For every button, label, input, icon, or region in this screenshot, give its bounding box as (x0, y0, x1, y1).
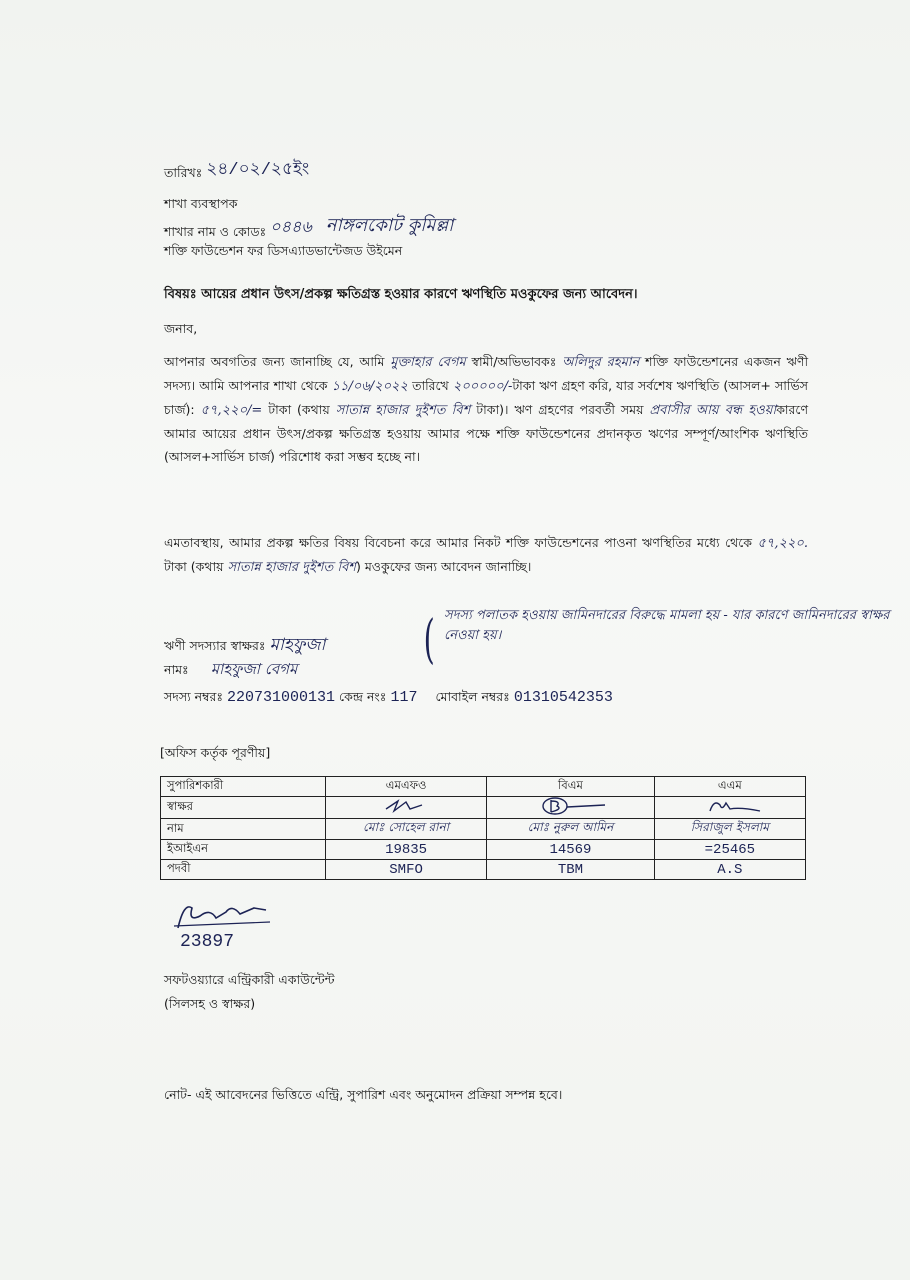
branch-line (164, 215, 454, 243)
reason-field: প্রবাসীর আয় বন্ধ হওয়া (649, 403, 777, 418)
table-header: বিএম (487, 777, 655, 797)
date-line (164, 163, 309, 186)
para2-text: এমতাবস্থায়, আমার প্রকল্প ক্ষতির বিষয় বিবেচনা করে আমার নিকট শক্তি ফাউন্ডেশনের পাওনা ঋণস্থিতির মধ্যে থেকে (164, 535, 753, 550)
table-cell: 14569 (487, 840, 655, 860)
member-signature-line (164, 634, 325, 657)
signature-bm (487, 797, 655, 819)
signature-scribble-am (690, 797, 770, 815)
member-name-value: মাহফুজা বেগম (210, 660, 298, 678)
table-cell: TBM (487, 860, 655, 880)
para1-text: শক্তি ফাউন্ডেশনের একজন ঋণী সদস্য। আমি আপনার শাখা থেকে (164, 354, 809, 393)
subject-line: বিষয়ঃ আয়ের প্রধান উৎস/প্রকল্প ক্ষতিগ্রস্ত হওয়ার কারণে ঋণস্থিতি মওকুফের জন্য আবেদন। (164, 287, 638, 302)
loan-date-field: ১১/০৬/২০২২ (331, 379, 408, 394)
accountant-number: 23897 (180, 932, 235, 952)
para1-text: টাকা (কথায় (268, 402, 330, 417)
center-no-value: 117 (390, 689, 418, 706)
member-no-label: সদস্য নম্বরঃ (164, 689, 224, 704)
member-number-line (164, 688, 613, 708)
bracket-mark: ( (423, 610, 435, 670)
signature-scribble-mfo (376, 797, 436, 815)
para2-text: টাকা (কথায় (164, 559, 224, 574)
table-cell: A.S (654, 860, 805, 880)
table-row (161, 840, 806, 860)
table-cell: 19835 (326, 840, 487, 860)
para1-text: কারণে আমার আয়ের প্রধান উৎস/প্রকল্প ক্ষতিগ্রস্ত হওয়ায় আমার পক্ষে শক্তি ফাউন্ডেশনের প্রদানকৃত ঋণের সম্পূর্ণ/আংশিক ঋণস্থিতি (আসল+সার্ভিস চার্জ) পরিশোধ করা সম্ভব হচ্ছে না। (164, 402, 809, 464)
accountant-title: সফটওয়্যারে এন্ট্রিকারী একাউন্টেন্ট (164, 972, 335, 987)
date-label: তারিখঃ (164, 165, 203, 180)
mobile-no-value: 01310542353 (513, 689, 613, 706)
waiver-words-field: সাতান্ন হাজার দুইশত বিশ (227, 560, 357, 575)
para1-text: টাকা)। ঋণ গ্রহণের পরবর্তী সময় (476, 402, 644, 417)
table-header: এএম (654, 777, 805, 797)
table-cell: মোঃ সোহেল রানা (326, 819, 487, 840)
member-no-value: 220731000131 (227, 689, 336, 706)
balance-words-field: সাতান্ন হাজার দুইশত বিশ (335, 403, 471, 418)
table-cell: সিরাজুল ইসলাম (654, 819, 805, 840)
center-label: কেন্দ্র নংঃ (339, 689, 387, 704)
table-header: সুপারিশকারী (161, 777, 326, 797)
waiver-paragraph (164, 531, 808, 579)
signature-scribble-bm (525, 797, 615, 815)
salutation: জনাব, (164, 321, 198, 336)
guardian-label: স্বামী/অভিভাবকঃ (471, 354, 557, 369)
organization-name: শক্তি ফাউন্ডেশন ফর ডিসএ্যাডভান্টেজড উইমেন (164, 243, 403, 258)
office-section-title: [অফিস কর্তৃক পূরণীয়] (160, 745, 271, 760)
member-name-line (164, 659, 297, 679)
table-cell: SMFO (326, 860, 487, 880)
table-cell: =25465 (654, 840, 805, 860)
table-header: এমএফও (326, 777, 487, 797)
loan-amount-field: ২০০০০০/- (452, 379, 513, 394)
row-label: স্বাক্ষর (161, 797, 326, 819)
guardian-name-b: রহমান (606, 355, 640, 370)
office-approval-table (160, 776, 806, 880)
para1-text: আপনার অবগতির জন্য জানাচ্ছি যে, আমি (164, 354, 385, 369)
member-signature: মাহফুজা (269, 635, 326, 655)
signature-label: ঋণী সদস্যার স্বাক্ষরঃ (164, 638, 266, 653)
branch-name: নাঙ্গলকোট কুমিল্লা (325, 215, 454, 236)
table-row (161, 819, 806, 840)
signature-am (654, 797, 805, 819)
mobile-label: মোবাইল নম্বরঃ (435, 689, 510, 704)
row-label: ইআইএন (161, 840, 326, 860)
table-row (161, 797, 806, 819)
para1-text: তারিখে (412, 378, 449, 393)
table-row (161, 860, 806, 880)
waiver-amount-field: ৫৭,২২০. (757, 536, 808, 551)
guardian-name-a: অলিদুর (562, 355, 601, 370)
accountant-note: (সিলসহ ও স্বাক্ষর) (164, 996, 256, 1011)
addressee: শাখা ব্যবস্থাপক (164, 196, 238, 211)
para2-text: ) মওকুফের জন্য আবেদন জানাচ্ছি। (356, 559, 532, 574)
guarantor-note: সদস্য পলাতক হওয়ায় জামিনদারের বিরুদ্ধে মামলা হয় - যার কারণে জামিনদারের স্বাক্ষর নেওয়া হয়। (444, 608, 890, 643)
signature-mfo (326, 797, 487, 819)
balance-field: ৫৭,২২০/= (200, 403, 263, 418)
footnote: নোট- এই আবেদনের ভিত্তিতে এন্ট্রি, সুপারিশ এবং অনুমোদন প্রক্রিয়া সম্পন্ন হবে। (164, 1087, 563, 1102)
accountant-signature (170, 898, 280, 934)
date-value: ২৪/০২/২৫ইং (206, 161, 310, 180)
branch-label: শাখার নাম ও কোডঃ (164, 224, 267, 239)
name-label: নামঃ (164, 662, 189, 677)
row-label: নাম (161, 819, 326, 840)
member-name-field: মুক্তাহার বেগম (390, 355, 466, 370)
application-paragraph (164, 350, 808, 468)
branch-code: ০৪৪৬ (270, 217, 312, 236)
table-header-row (161, 777, 806, 797)
table-cell: মোঃ নুরুল আমিন (487, 819, 655, 840)
row-label: পদবী (161, 860, 326, 880)
para1-text: টাকা ঋণ গ্রহণ করি, যার সর্বশেষ ঋণস্থিতি (আসল+ সার্ভিস চার্জ): (164, 378, 809, 417)
